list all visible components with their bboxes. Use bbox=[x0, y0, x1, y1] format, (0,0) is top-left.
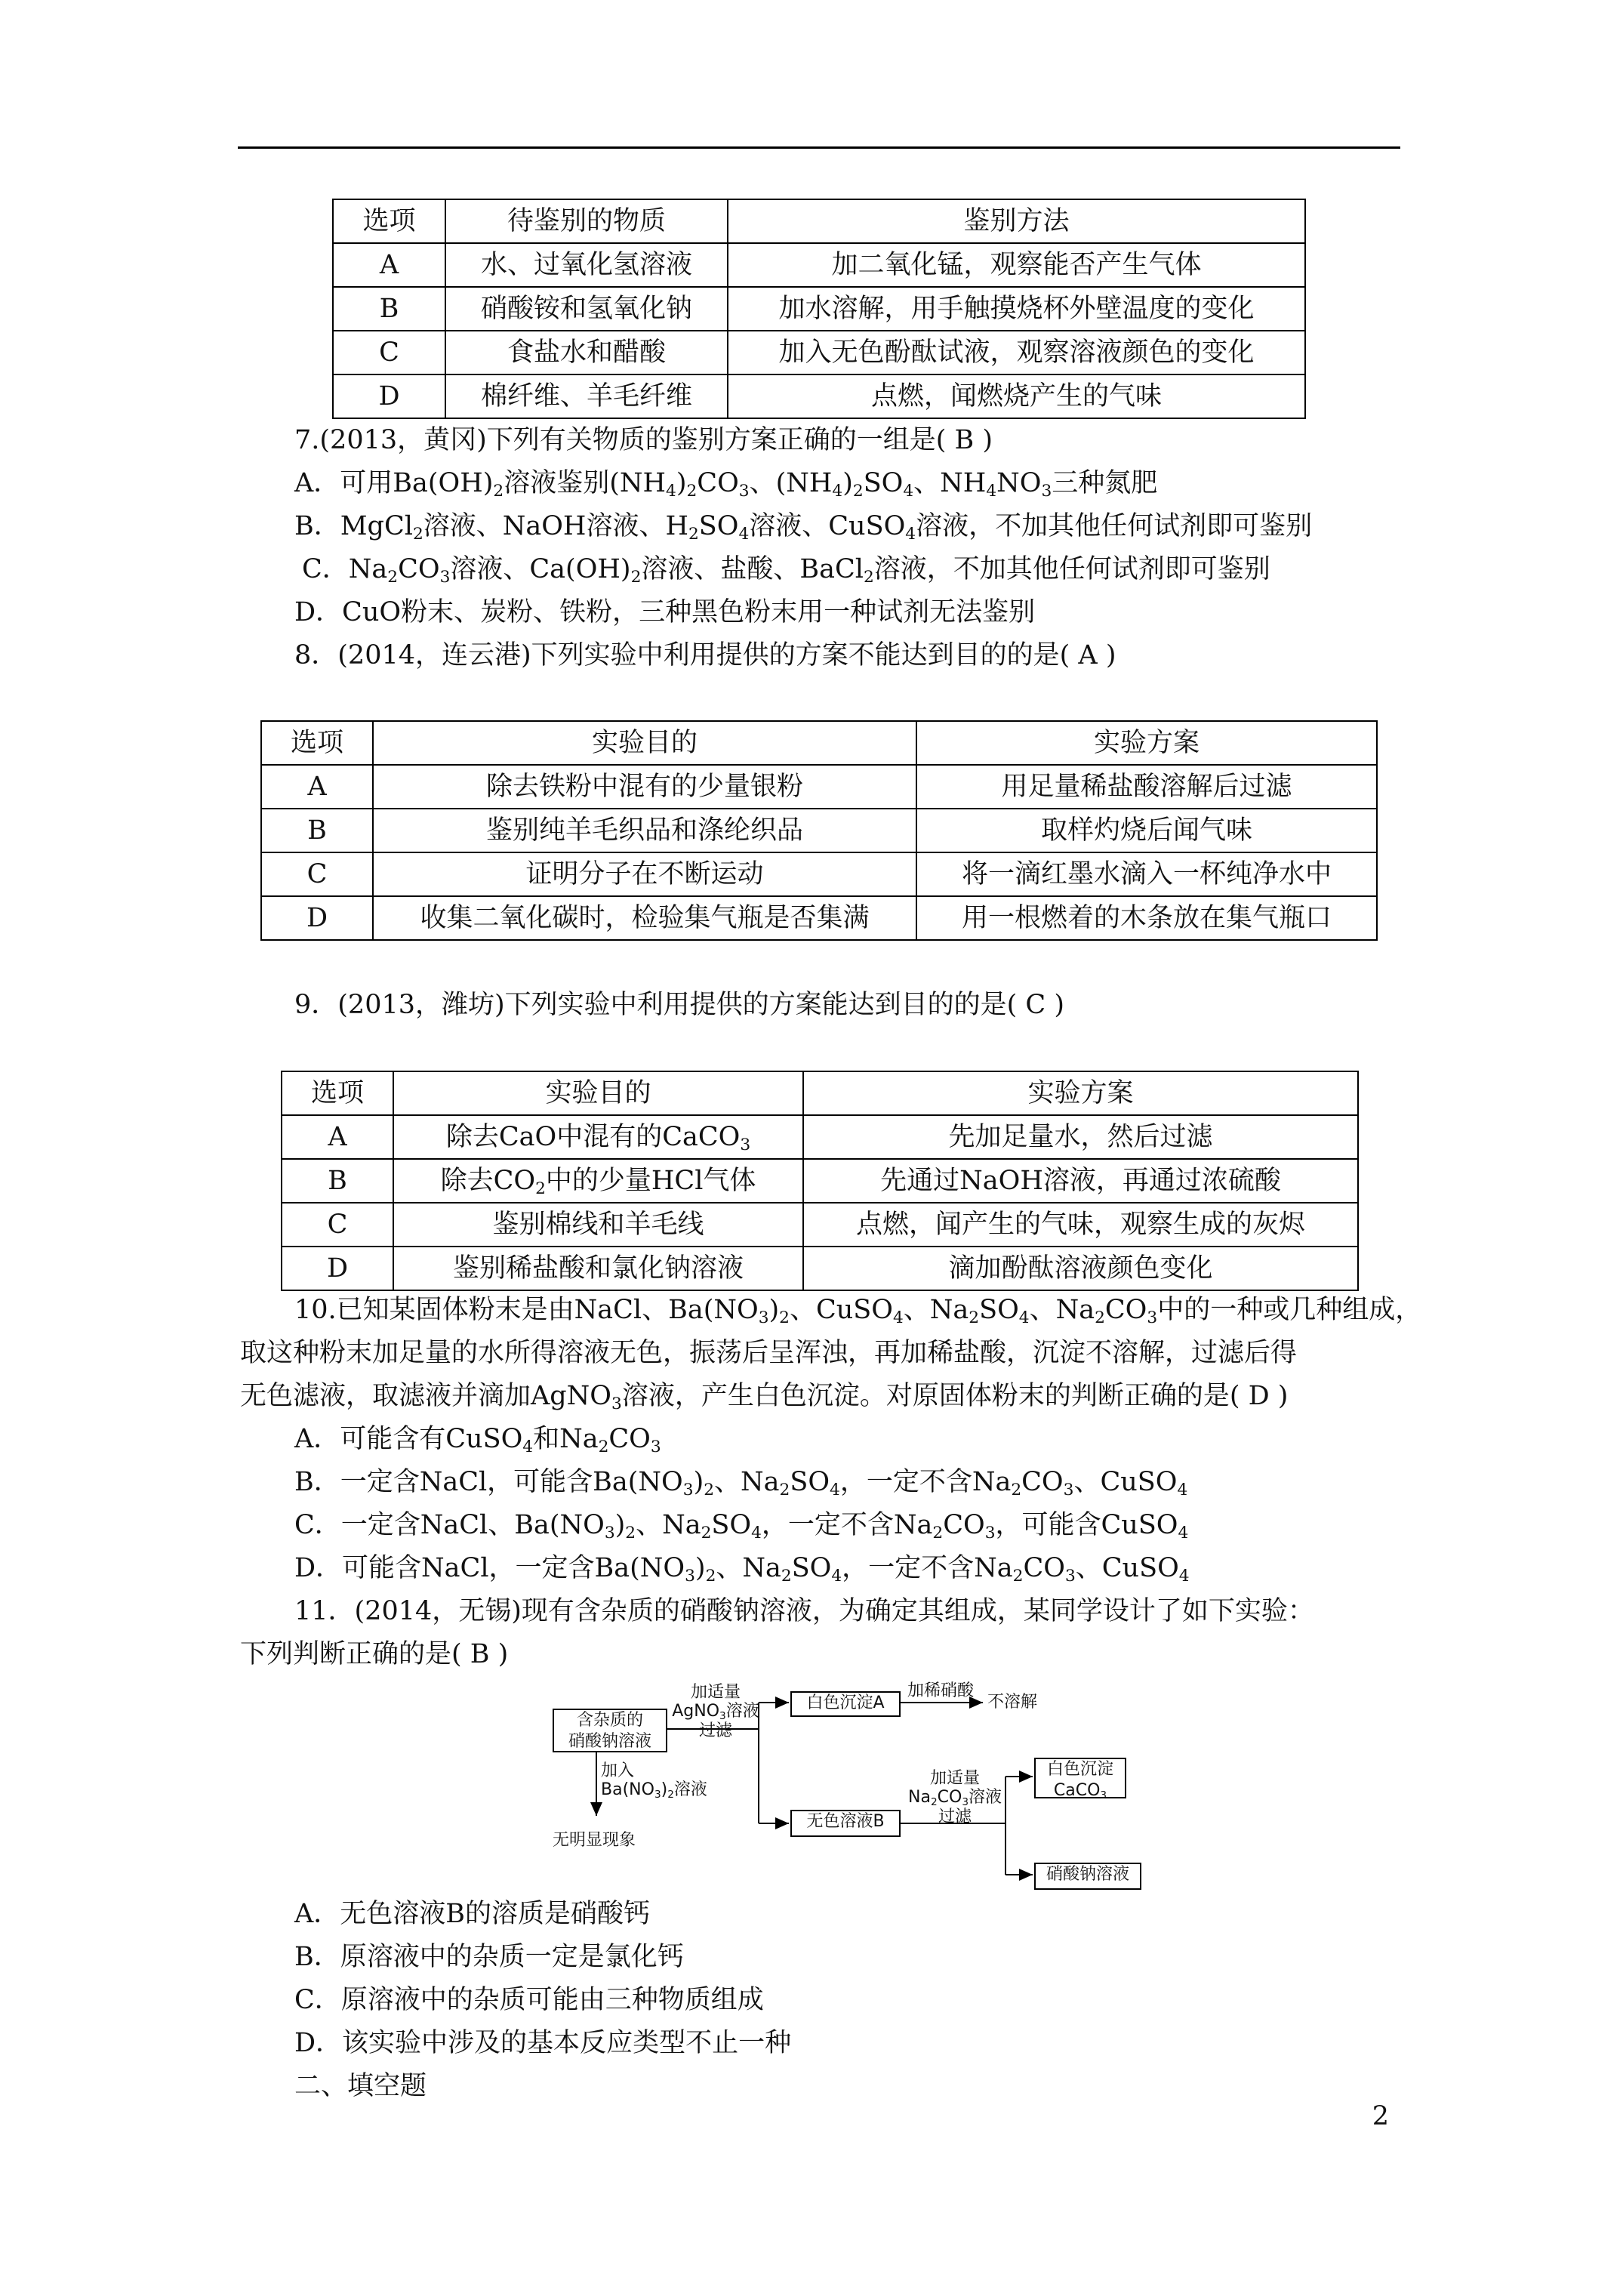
table-cell: 收集二氧化碳时，检验集气瓶是否集满 bbox=[373, 896, 916, 940]
table-cell: B bbox=[282, 1159, 393, 1203]
table-header-cell: 实验目的 bbox=[373, 721, 916, 765]
table-cell: 加水溶解，用手触摸烧杯外壁温度的变化 bbox=[728, 287, 1305, 331]
table-cell: 加入无色酚酞试液，观察溶液颜色的变化 bbox=[728, 331, 1305, 374]
q11-option-d: D．该实验中涉及的基本反应类型不止一种 bbox=[294, 2028, 792, 2058]
table-cell: A bbox=[261, 765, 373, 809]
table-cell: D bbox=[333, 374, 445, 418]
q11-option-b: B．原溶液中的杂质一定是氯化钙 bbox=[294, 1942, 684, 1972]
table-row bbox=[261, 765, 1377, 809]
table-row bbox=[282, 1159, 1358, 1203]
table-cell: 点燃，闻产生的气味，观察生成的灰烬 bbox=[803, 1203, 1358, 1247]
table-cell: 滴加酚酞溶液颜色变化 bbox=[803, 1247, 1358, 1290]
q7-stem: 7.(2013，黄冈)下列有关物质的鉴别方案正确的一组是( B ) bbox=[294, 425, 993, 455]
table-row bbox=[333, 287, 1305, 331]
table-header-cell: 鉴别方法 bbox=[728, 199, 1305, 243]
q7-option-d: D．CuO粉末、炭粉、铁粉，三种黑色粉末用一种试剂无法鉴别 bbox=[294, 597, 1036, 627]
q11-option-a: A．无色溶液B的溶质是硝酸钙 bbox=[294, 1899, 650, 1929]
box-white-ppt-caco3: 白色沉淀 CaCO$_3$ bbox=[1034, 1758, 1126, 1798]
table-row bbox=[282, 1203, 1358, 1247]
table-row bbox=[282, 1247, 1358, 1290]
flowchart bbox=[544, 1680, 1140, 1899]
table-cell: 棉纤维、羊毛纤维 bbox=[445, 374, 728, 418]
page-number: 2 bbox=[1372, 2101, 1389, 2131]
q10-line-2: 取这种粉末加足量的水所得溶液无色，振荡后呈浑浊，再加稀盐酸，沉淀不溶解，过滤后得 bbox=[240, 1338, 1298, 1368]
table-cell: 鉴别稀盐酸和氯化钠溶液 bbox=[393, 1247, 803, 1290]
q10-option-d: D．可能含NaCl，一定含$Ba(NO_3)_2$、$Na_2SO_4$，一定不含$Na_2CO_3$、CuSO$_4$ bbox=[294, 1553, 1190, 1586]
box-start-solution: 含杂质的 硝酸钠溶液 bbox=[553, 1709, 667, 1752]
table-cell: 鉴别棉线和羊毛线 bbox=[393, 1203, 803, 1247]
q11-line-2: 下列判断正确的是( B ) bbox=[240, 1639, 509, 1669]
q10-line-3: 无色滤液，取滤液并滴加AgNO$_3$溶液，产生白色沉淀。对原固体粉末的判断正确的是( D ) bbox=[240, 1381, 1289, 1414]
table-cell: 将一滴红墨水滴入一杯纯净水中 bbox=[916, 852, 1377, 896]
table-cell: A bbox=[333, 243, 445, 287]
table-cell: 水、过氧化氢溶液 bbox=[445, 243, 728, 287]
table-cell: C bbox=[282, 1203, 393, 1247]
table-header-cell: 实验方案 bbox=[803, 1071, 1358, 1115]
header-rule bbox=[238, 146, 1400, 149]
table-row bbox=[261, 852, 1377, 896]
label-add-acid: 加稀硝酸 bbox=[907, 1681, 975, 1700]
table-cell: 除去CaO中混有的CaCO$_3$ bbox=[393, 1115, 803, 1159]
table-header-cell: 实验目的 bbox=[393, 1071, 803, 1115]
table-cell: 先通过NaOH溶液，再通过浓硫酸 bbox=[803, 1159, 1358, 1203]
table-cell: A bbox=[282, 1115, 393, 1159]
table-cell: 加二氧化锰，观察能否产生气体 bbox=[728, 243, 1305, 287]
table-row bbox=[333, 243, 1305, 287]
table-header-row bbox=[261, 721, 1377, 765]
table-cell: 鉴别纯羊毛织品和涤纶织品 bbox=[373, 809, 916, 852]
table-header-row bbox=[333, 199, 1305, 243]
table-cell: 用足量稀盐酸溶解后过滤 bbox=[916, 765, 1377, 809]
table-cell: C bbox=[261, 852, 373, 896]
table-cell: B bbox=[261, 809, 373, 852]
table-row bbox=[333, 331, 1305, 374]
q11-line-1: 11．(2014，无锡)现有含杂质的硝酸钠溶液，为确定其组成，某同学设计了如下实验： bbox=[294, 1596, 1314, 1626]
table-cell: 点燃，闻燃烧产生的气味 bbox=[728, 374, 1305, 418]
label-not-dissolve: 不溶解 bbox=[987, 1693, 1038, 1712]
table-cell: 除去$CO_2$中的少量HCl气体 bbox=[393, 1159, 803, 1203]
table-cell: C bbox=[333, 331, 445, 374]
table-header-cell: 待鉴别的物质 bbox=[445, 199, 728, 243]
table-q9 bbox=[281, 1071, 1359, 1291]
q10-option-b: B．一定含NaCl，可能含$Ba(NO_3)_2$、$Na_2SO_4$，一定不含$Na_2CO_3$、CuSO$_4$ bbox=[294, 1467, 1188, 1500]
q9-stem: 9．(2013，潍坊)下列实验中利用提供的方案能达到目的的是( C ) bbox=[294, 990, 1064, 1020]
box-white-ppt-a: 白色沉淀A bbox=[790, 1691, 901, 1717]
table-row bbox=[333, 374, 1305, 418]
label-add-ba-nitrate: 加入 $Ba(NO_3)_2$溶液 bbox=[601, 1761, 707, 1801]
table-cell: 证明分子在不断运动 bbox=[373, 852, 916, 896]
table-header-cell: 实验方案 bbox=[916, 721, 1377, 765]
q10-option-c: C．一定含NaCl、$Ba(NO_3)_2$、$Na_2SO_4$，一定不含$Na_2CO_3$，可能含CuSO$_4$ bbox=[294, 1510, 1189, 1543]
table-q8 bbox=[260, 720, 1378, 941]
table-cell: D bbox=[282, 1247, 393, 1290]
q7-option-c: C．$Na_2CO_3$溶液、$Ca(OH)_2$溶液、盐酸、BaCl$_2$溶液，不加其他任何试剂即可鉴别 bbox=[302, 554, 1270, 587]
table-header-cell: 选项 bbox=[282, 1071, 393, 1115]
q7-option-b: B．MgCl$_2$溶液、NaOH溶液、$H_2SO_4$溶液、CuSO$_4$溶液，不加其他任何试剂即可鉴别 bbox=[294, 511, 1313, 544]
table-q6 bbox=[332, 199, 1306, 419]
q11-option-c: C．原溶液中的杂质可能由三种物质组成 bbox=[294, 1985, 764, 2015]
q10-line-1: 10.已知某固体粉末是由NaCl、$Ba(NO_3)_2$、CuSO$_4$、$Na_2SO_4$、$Na_2CO_3$中的一种或几种组成， bbox=[294, 1295, 1422, 1328]
table-row bbox=[261, 809, 1377, 852]
table-cell: 食盐水和醋酸 bbox=[445, 331, 728, 374]
table-cell: 取样灼烧后闻气味 bbox=[916, 809, 1377, 852]
table-cell: D bbox=[261, 896, 373, 940]
label-no-change: 无明显现象 bbox=[553, 1831, 636, 1850]
table-header-cell: 选项 bbox=[261, 721, 373, 765]
label-reagent-na2co3: 加适量 $Na_2CO_3$溶液 过滤 bbox=[908, 1769, 1002, 1826]
table-cell: 硝酸铵和氢氧化钠 bbox=[445, 287, 728, 331]
table-header-cell: 选项 bbox=[333, 199, 445, 243]
table-row bbox=[282, 1115, 1358, 1159]
section-heading: 二、填空题 bbox=[294, 2071, 427, 2101]
label-reagent-agno3: 加适量 AgNO$_3$溶液 过滤 bbox=[672, 1683, 759, 1740]
box-nano3-solution: 硝酸钠溶液 bbox=[1034, 1863, 1141, 1890]
q10-option-a: A．可能含有CuSO$_4$和$Na_2CO_3$ bbox=[294, 1424, 661, 1457]
table-cell: 用一根燃着的木条放在集气瓶口 bbox=[916, 896, 1377, 940]
table-row bbox=[261, 896, 1377, 940]
table-header-row bbox=[282, 1071, 1358, 1115]
q8-stem: 8．(2014，连云港)下列实验中利用提供的方案不能达到目的的是( A ) bbox=[294, 640, 1116, 670]
box-colorless-b: 无色溶液B bbox=[790, 1810, 901, 1837]
table-cell: 先加足量水，然后过滤 bbox=[803, 1115, 1358, 1159]
table-cell: B bbox=[333, 287, 445, 331]
q7-option-a: A．可用$Ba(OH)_2$溶液鉴别$(NH_4)_2CO_3$、$(NH_4)_2SO_4$、$NH_4NO_3$三种氮肥 bbox=[294, 468, 1158, 501]
table-cell: 除去铁粉中混有的少量银粉 bbox=[373, 765, 916, 809]
